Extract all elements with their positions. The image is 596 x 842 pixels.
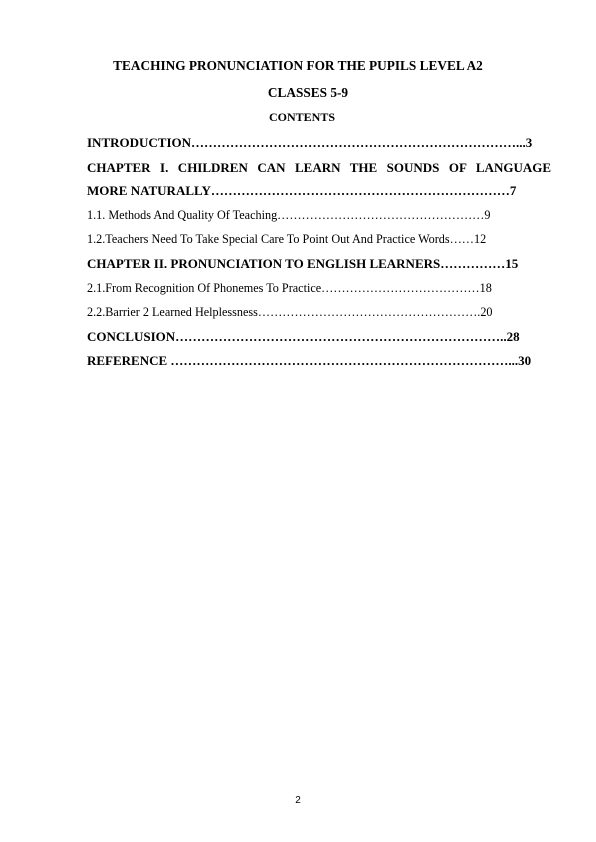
toc-entry-reference: REFERENCE ……………………………………………………………………...30 <box>87 353 532 368</box>
document-subtitle: CLASSES 5-9 <box>267 85 349 100</box>
document-title: TEACHING PRONUNCIATION FOR THE PUPILS LEVEL A2 <box>113 58 483 73</box>
toc-entry-chapter-1: CHAPTER I. CHILDREN CAN LEARN THE SOUNDS OF LANGUAGE <box>87 160 551 175</box>
toc-entry-section-2-2: 2.2.Barrier 2 Learned Helplessness……………………………………………….20 <box>87 305 493 319</box>
page-number: 2 <box>295 795 301 806</box>
toc-entry-conclusion: CONCLUSION…………………………………………………………………..28 <box>87 329 520 344</box>
toc-entry-section-1-1: 1.1. Methods And Quality Of Teaching……………………………………………9 <box>87 208 491 222</box>
toc-entry-chapter-1-continued: MORE NATURALLY……………………………………………………………7 <box>87 183 517 198</box>
toc-entry-introduction: INTRODUCTION…………………………………………………………………...3 <box>87 135 533 150</box>
toc-entry-section-2-1: 2.1.From Recognition Of Phonemes To Practice…………………………………18 <box>87 281 492 295</box>
toc-entry-chapter-2: CHAPTER II. PRONUNCIATION TO ENGLISH LEARNERS……………15 <box>87 256 519 271</box>
toc-entry-section-1-2: 1.2.Teachers Need To Take Special Care To Point Out And Practice Words……12 <box>87 232 487 246</box>
contents-heading: CONTENTS <box>268 110 336 124</box>
